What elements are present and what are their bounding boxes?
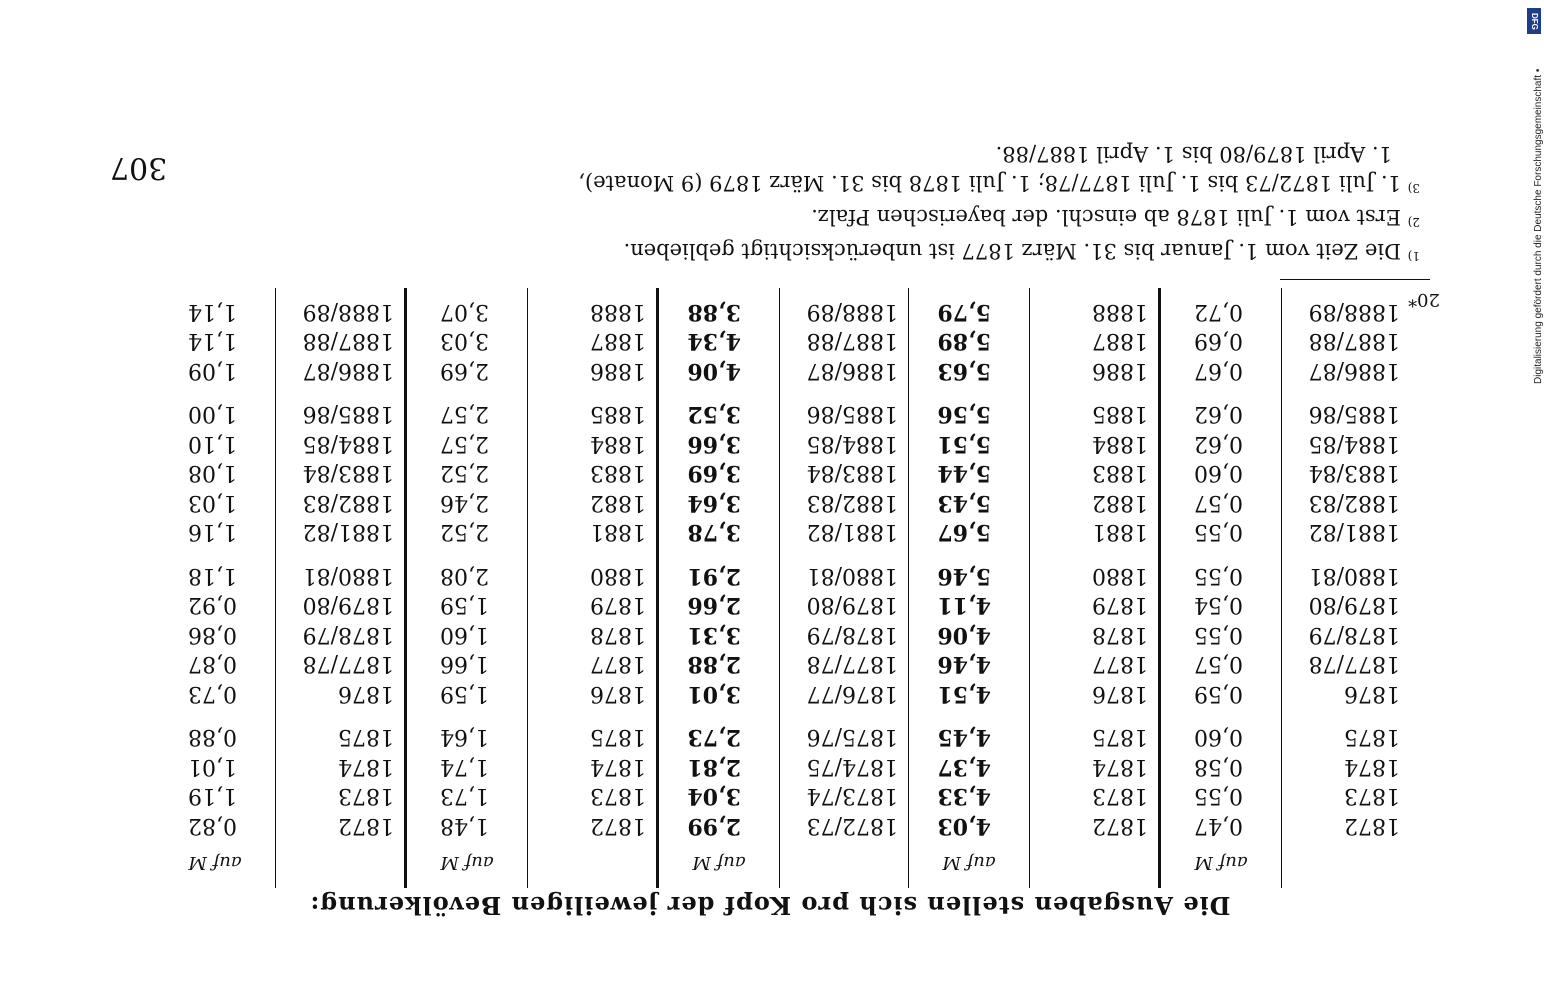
value-column: [659, 288, 779, 888]
value-cell: 5,79: [937, 299, 991, 325]
value-cell: 5,89: [937, 328, 991, 355]
unit-header: auf M: [1194, 852, 1248, 873]
value-cell: 4,06: [937, 622, 991, 648]
value-cell: 1,09: [188, 358, 237, 383]
year-cell: 1882: [1092, 490, 1148, 515]
footnote-rule: [1280, 279, 1430, 280]
year-cell: 1874: [1092, 754, 1148, 779]
value-cell: 1,10: [188, 431, 237, 456]
footnote-marker: 1): [1407, 249, 1420, 263]
row-gap: [276, 547, 404, 561]
year-column: [779, 288, 908, 888]
year-cell: 1886: [1092, 358, 1148, 383]
year-cell: 1887/88: [302, 328, 394, 354]
year-cell: 1878/79: [302, 622, 394, 647]
value-cell: 1,59: [440, 681, 489, 706]
value-cell: 3,78: [687, 519, 741, 546]
year-cell: 1888: [590, 299, 646, 324]
value-cell: 1,73: [440, 783, 489, 809]
value-cell: 2,46: [440, 490, 489, 515]
year-cell: 1886/87: [1308, 358, 1400, 383]
row-gap: [1030, 708, 1158, 722]
year-cell: 1873: [338, 783, 394, 809]
year-cell: 1883: [1092, 460, 1148, 486]
scanned-page: [110, 110, 1440, 920]
value-cell: 0,54: [1194, 592, 1243, 618]
row-gap: [780, 547, 908, 561]
year-cell: 1888: [1092, 299, 1148, 324]
year-cell: 1877: [1092, 651, 1148, 677]
value-cell: 0,60: [1194, 460, 1243, 486]
value-cell: 4,51: [937, 681, 991, 707]
footnote-3: [200, 168, 1420, 202]
value-cell: 0,88: [188, 724, 237, 750]
year-cell: 1887: [1092, 328, 1148, 354]
year-cell: 1877/78: [302, 651, 394, 677]
year-cell: 1883/84: [302, 460, 394, 486]
row-gap: [407, 385, 527, 399]
year-cell: 1875: [338, 724, 394, 750]
value-cell: 0,59: [1194, 681, 1243, 706]
footnote-marker: 2): [1407, 215, 1420, 229]
year-header: [1282, 840, 1410, 888]
value-cell: 2,08: [440, 563, 489, 588]
value-cell: 1,18: [188, 563, 237, 588]
value-cell: 4,45: [937, 724, 991, 751]
value-cell: 3,88: [687, 299, 741, 325]
footnote-text: Die Zeit vom 1. Januar bis 31. März 1877 ist unberücksichtigt geblieben.: [623, 239, 1401, 263]
value-cell: 3,01: [687, 681, 741, 707]
value-cell: 4,37: [937, 754, 991, 780]
year-cell: 1879/80: [806, 592, 898, 618]
year-cell: 1885/86: [1308, 401, 1400, 427]
year-cell: 1876: [1344, 681, 1400, 706]
value-cell: 1,01: [188, 754, 237, 779]
year-cell: 1886/87: [806, 358, 898, 383]
value-cell: 5,56: [937, 401, 991, 428]
value-cell: 4,06: [687, 358, 741, 384]
footnote-text: Erst vom 1. Juli 1878 ab einschl. der bayerischen Pfalz.: [811, 205, 1401, 229]
value-cell: 0,82: [188, 813, 237, 838]
year-cell: 1877: [590, 651, 646, 677]
value-cell: 0,72: [1194, 299, 1243, 324]
footnote-2: [200, 202, 1420, 236]
value-cell: 2,81: [687, 754, 741, 780]
value-cell: 0,69: [1194, 328, 1243, 354]
year-cell: 1881/82: [302, 519, 394, 545]
row-gap: [780, 708, 908, 722]
row-gap: [1161, 385, 1281, 399]
value-cell: 1,16: [188, 519, 237, 545]
value-cell: 1,14: [188, 328, 237, 354]
unit-header: auf M: [440, 852, 494, 873]
unit-header: auf M: [188, 852, 242, 873]
value-cell: 2,91: [687, 563, 741, 589]
year-cell: 1885: [590, 401, 646, 427]
row-gap: [155, 708, 275, 722]
row-gap: [659, 547, 779, 561]
year-cell: 1877/78: [806, 651, 898, 677]
year-cell: 1883: [590, 460, 646, 486]
year-cell: 1874: [1344, 754, 1400, 779]
year-cell: 1872/73: [806, 813, 898, 838]
year-cell: 1878/79: [1308, 622, 1400, 647]
value-cell: 2,57: [440, 431, 489, 456]
year-cell: 1887: [590, 328, 646, 354]
value-cell: 0,55: [1194, 519, 1243, 545]
value-cell: 0,57: [1194, 490, 1243, 515]
expenditure-table: [188, 288, 1410, 888]
row-gap: [1161, 708, 1281, 722]
year-cell: 1874: [590, 754, 646, 779]
year-column: [275, 288, 404, 888]
table-group-2: [908, 288, 1158, 888]
footnote-1: [200, 236, 1420, 270]
year-cell: 1873: [1092, 783, 1148, 809]
year-cell: 1881/82: [1308, 519, 1400, 545]
value-cell: 1,64: [440, 724, 489, 750]
row-gap: [155, 385, 275, 399]
year-cell: 1876: [590, 681, 646, 706]
value-cell: 0,55: [1194, 783, 1243, 809]
year-cell: 1884: [590, 431, 646, 456]
value-cell: 2,69: [440, 358, 489, 383]
row-gap: [276, 385, 404, 399]
year-cell: 1881: [590, 519, 646, 545]
year-cell: 1880: [1092, 563, 1148, 588]
table-group-3: [656, 288, 908, 888]
value-cell: 2,52: [440, 460, 489, 486]
row-gap: [276, 708, 404, 722]
year-cell: 1879: [1092, 592, 1148, 618]
year-cell: 1878: [590, 622, 646, 647]
value-cell: 3,69: [687, 460, 741, 487]
year-cell: 1884: [1092, 431, 1148, 456]
value-cell: 3,03: [440, 328, 489, 354]
value-cell: 1,00: [188, 401, 237, 427]
value-cell: 0,62: [1194, 401, 1243, 427]
value-cell: 2,99: [687, 813, 741, 839]
year-cell: 1874/75: [806, 754, 898, 779]
year-cell: 1875: [590, 724, 646, 750]
year-header: [528, 840, 656, 888]
row-gap: [1030, 385, 1158, 399]
value-cell: 1,19: [188, 783, 237, 809]
value-cell: 0,60: [1194, 724, 1243, 750]
year-cell: 1882/83: [1308, 490, 1400, 515]
year-cell: 1885: [1092, 401, 1148, 427]
section-mark: 20*: [1408, 289, 1440, 310]
unit-header: auf M: [692, 852, 746, 873]
row-gap: [1030, 547, 1158, 561]
value-cell: 2,73: [687, 724, 741, 751]
value-cell: 5,63: [937, 358, 991, 384]
year-cell: 1879/80: [1308, 592, 1400, 618]
footnotes: [200, 139, 1420, 270]
year-cell: 1881/82: [806, 519, 898, 545]
row-gap: [528, 708, 656, 722]
row-gap: [780, 385, 908, 399]
value-cell: 2,66: [687, 592, 741, 619]
value-cell: 5,44: [937, 460, 991, 487]
side-credit-text: Digitalisierung gefördert durch die Deutsche Forschungsgemeinschaft •: [1533, 68, 1544, 384]
value-cell: 4,34: [687, 328, 741, 355]
year-cell: 1884/85: [806, 431, 898, 456]
table-group-4: [404, 288, 656, 888]
footnote-3-continued: 1. April 1879/80 bis 1. April 1887/88.: [995, 142, 1392, 166]
year-cell: 1884/85: [302, 431, 394, 456]
year-cell: 1888/89: [1308, 299, 1400, 324]
value-cell: 4,11: [937, 592, 991, 619]
row-gap: [528, 385, 656, 399]
year-cell: 1875: [1092, 724, 1148, 750]
footnote-text: 1. Juli 1872/73 bis 1. Juli 1877/78; 1. Juli 1878 bis 31. März 1879 (9 Monate),: [578, 171, 1401, 195]
dfg-logo: DFG: [1527, 8, 1541, 34]
year-cell: 1887/88: [806, 328, 898, 354]
year-cell: 1876/77: [806, 681, 898, 706]
year-cell: 1880/81: [806, 563, 898, 588]
year-cell: 1888/89: [806, 299, 898, 324]
row-gap: [659, 385, 779, 399]
value-cell: 1,08: [188, 460, 237, 486]
year-cell: 1872: [590, 813, 646, 838]
value-cell: 1,74: [440, 754, 489, 779]
year-cell: 1882: [590, 490, 646, 515]
row-gap: [909, 708, 1029, 722]
value-cell: 1,14: [188, 299, 237, 324]
year-cell: 1887/88: [1308, 328, 1400, 354]
year-cell: 1883/84: [806, 460, 898, 486]
year-cell: 1873: [1344, 783, 1400, 809]
value-cell: 1,60: [440, 622, 489, 647]
value-cell: 3,07: [440, 299, 489, 324]
value-cell: 4,33: [937, 783, 991, 810]
year-cell: 1880: [590, 563, 646, 588]
value-cell: 5,43: [937, 490, 991, 516]
value-column: [407, 288, 527, 888]
row-gap: [155, 547, 275, 561]
unit-header: auf M: [942, 852, 996, 873]
row-gap: [1161, 547, 1281, 561]
value-cell: 1,59: [440, 592, 489, 618]
value-cell: 1,48: [440, 813, 489, 838]
value-cell: 3,52: [687, 401, 741, 428]
year-cell: 1881: [1092, 519, 1148, 545]
value-cell: 0,62: [1194, 431, 1243, 456]
side-credit: [1524, 10, 1542, 395]
row-gap: [659, 708, 779, 722]
year-cell: 1880/81: [1308, 563, 1400, 588]
year-header: [276, 840, 404, 888]
year-header: [1030, 840, 1158, 888]
value-cell: 5,46: [937, 563, 991, 589]
year-cell: 1880/81: [302, 563, 394, 588]
value-cell: 3,31: [687, 622, 741, 648]
year-cell: 1879: [590, 592, 646, 618]
value-cell: 0,57: [1194, 651, 1243, 677]
year-cell: 1874: [338, 754, 394, 779]
year-header: [780, 840, 908, 888]
value-cell: 0,55: [1194, 563, 1243, 588]
value-cell: 3,04: [687, 783, 741, 810]
value-cell: 0,86: [188, 622, 237, 647]
year-cell: 1878: [1092, 622, 1148, 647]
value-cell: 2,88: [687, 651, 741, 678]
year-cell: 1875/76: [806, 724, 898, 750]
value-column: [1161, 288, 1281, 888]
year-cell: 1885/86: [806, 401, 898, 427]
value-cell: 5,51: [937, 431, 991, 457]
year-column: [1281, 288, 1410, 888]
row-gap: [909, 547, 1029, 561]
table-group-5: [155, 288, 404, 888]
value-cell: 0,47: [1194, 813, 1243, 838]
value-cell: 2,57: [440, 401, 489, 427]
row-gap: [528, 547, 656, 561]
year-cell: 1886: [590, 358, 646, 383]
year-cell: 1872: [1092, 813, 1148, 838]
page-number: 307: [110, 150, 168, 185]
year-cell: 1876: [1092, 681, 1148, 706]
year-cell: 1884/85: [1308, 431, 1400, 456]
table-group-1: [1158, 288, 1410, 888]
year-cell: 1873/74: [806, 783, 898, 809]
value-column: [155, 288, 275, 888]
year-cell: 1872: [1344, 813, 1400, 838]
value-cell: 0,87: [188, 651, 237, 677]
value-cell: 0,67: [1194, 358, 1243, 383]
table-heading: Die Ausgaben stellen sich pro Kopf der jeweiligen Bevölkerung:: [309, 891, 1231, 920]
year-cell: 1882/83: [302, 490, 394, 515]
value-cell: 2,52: [440, 519, 489, 545]
row-gap: [1282, 547, 1410, 561]
year-cell: 1888/89: [302, 299, 394, 324]
value-cell: 4,46: [937, 651, 991, 678]
year-cell: 1882/83: [806, 490, 898, 515]
year-cell: 1877/78: [1308, 651, 1400, 677]
row-gap: [909, 385, 1029, 399]
value-cell: 4,03: [937, 813, 991, 839]
row-gap: [407, 547, 527, 561]
year-cell: 1879/80: [302, 592, 394, 618]
year-cell: 1873: [590, 783, 646, 809]
row-gap: [1282, 708, 1410, 722]
footnote-marker: 3): [1407, 181, 1420, 195]
row-gap: [407, 708, 527, 722]
year-cell: 1872: [338, 813, 394, 838]
value-cell: 1,66: [440, 651, 489, 677]
year-cell: 1875: [1344, 724, 1400, 750]
value-cell: 5,67: [937, 519, 991, 546]
year-cell: 1886/87: [302, 358, 394, 383]
year-cell: 1876: [338, 681, 394, 706]
value-cell: 0,73: [188, 681, 237, 706]
value-column: [909, 288, 1029, 888]
value-cell: 3,64: [687, 490, 741, 516]
year-column: [1029, 288, 1158, 888]
year-cell: 1885/86: [302, 401, 394, 427]
year-cell: 1883/84: [1308, 460, 1400, 486]
year-column: [527, 288, 656, 888]
value-cell: 1,03: [188, 490, 237, 515]
value-cell: 0,58: [1194, 754, 1243, 779]
row-gap: [1282, 385, 1410, 399]
year-cell: 1878/79: [806, 622, 898, 647]
value-cell: 3,66: [687, 431, 741, 457]
value-cell: 0,92: [188, 592, 237, 618]
value-cell: 0,55: [1194, 622, 1243, 647]
